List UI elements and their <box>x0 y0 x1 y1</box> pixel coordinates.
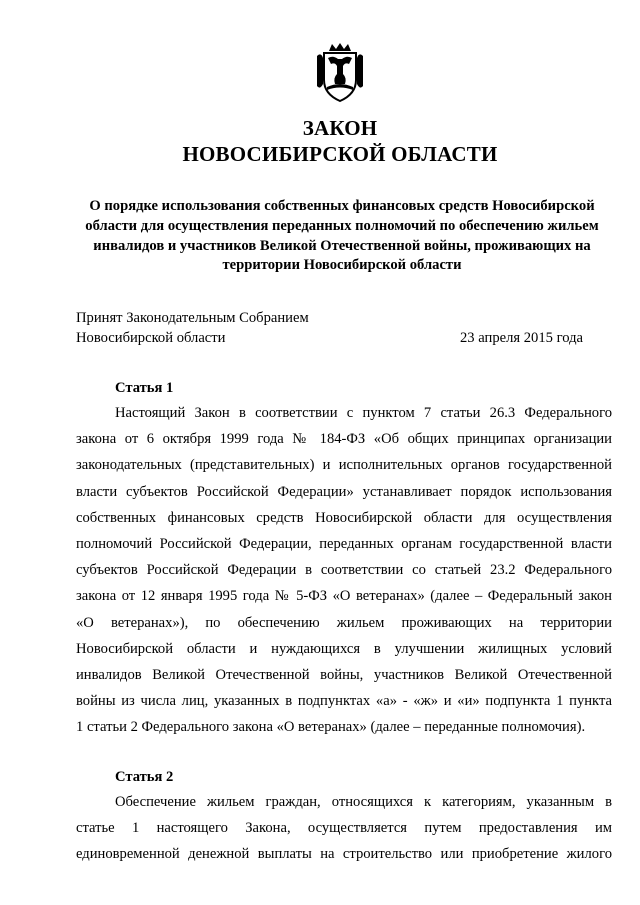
law-title: ЗАКОН <box>302 116 378 140</box>
subtitle-line: инвалидов и участников Великой Отечественной войны, проживающих на <box>93 237 591 254</box>
text-line: закона от 12 января 1995 года № 5-ФЗ «О ветеранах» (далее – Федеральный закон <box>76 588 612 605</box>
text-line: власти субъектов Российской Федерации» устанавливает порядок использования <box>76 483 612 500</box>
adoption-line: Принят Законодательным Собранием <box>76 310 309 326</box>
article-1-heading: Статья 1 <box>115 380 174 396</box>
text-line: Настоящий Закон в соответствии с пунктом 7 статьи 26.3 Федерального <box>115 405 612 421</box>
text-line: статье 1 настоящего Закона, осуществляется путем предоставления им <box>76 820 612 837</box>
text-line: войны из числа лиц, указанных в подпунктах «а» - «ж» и «и» подпункта 1 пункта <box>76 693 612 710</box>
adoption-date: 23 апреля 2015 года <box>460 330 583 346</box>
text-line: 1 статьи 2 Федерального закона «О ветеранах» (далее – переданные полномочия). <box>76 719 586 736</box>
adoption-body: Новосибирской области <box>76 330 226 346</box>
text-line: Обеспечение жильем граждан, относящихся к категориям, указанным в <box>115 794 612 810</box>
text-line: Новосибирской области и нуждающихся в улучшении жилищных условий <box>76 640 612 657</box>
coat-of-arms-icon <box>315 42 365 104</box>
text-line: единовременной денежной выплаты на строительство или приобретение жилого <box>76 846 612 863</box>
law-region-title: НОВОСИБИРСКОЙ ОБЛАСТИ <box>182 142 498 166</box>
text-line: закона от 6 октября 1999 года № 184-ФЗ «Об общих принципах организации <box>76 431 612 448</box>
text-line: субъектов Российской Федерации в соответствии со статьей 23.2 Федерального <box>76 562 612 579</box>
article-2-text <box>76 789 612 868</box>
text-line: собственных финансовых средств Новосибирской области для осуществления <box>76 509 612 526</box>
text-line: полномочий Российской Федерации, переданных органам государственной власти <box>76 535 612 552</box>
text-line: инвалидов Великой Отечественной войны, участников Великой Отечественной <box>76 666 612 683</box>
subtitle-line: области для осуществления переданных полномочий по обеспечению жильем <box>85 217 599 234</box>
text-line: законодательных (представительных) и исполнительных органов государственной <box>76 457 612 474</box>
article-2-heading: Статья 2 <box>115 769 174 785</box>
subtitle-line: территории Новосибирской области <box>222 257 462 274</box>
law-subtitle <box>72 197 612 276</box>
article-1-text <box>76 400 612 740</box>
subtitle-line: О порядке использования собственных финансовых средств Новосибирской <box>89 198 595 214</box>
text-line: «О ветеранах»), по обеспечению жильем проживающих на территории <box>76 614 612 631</box>
